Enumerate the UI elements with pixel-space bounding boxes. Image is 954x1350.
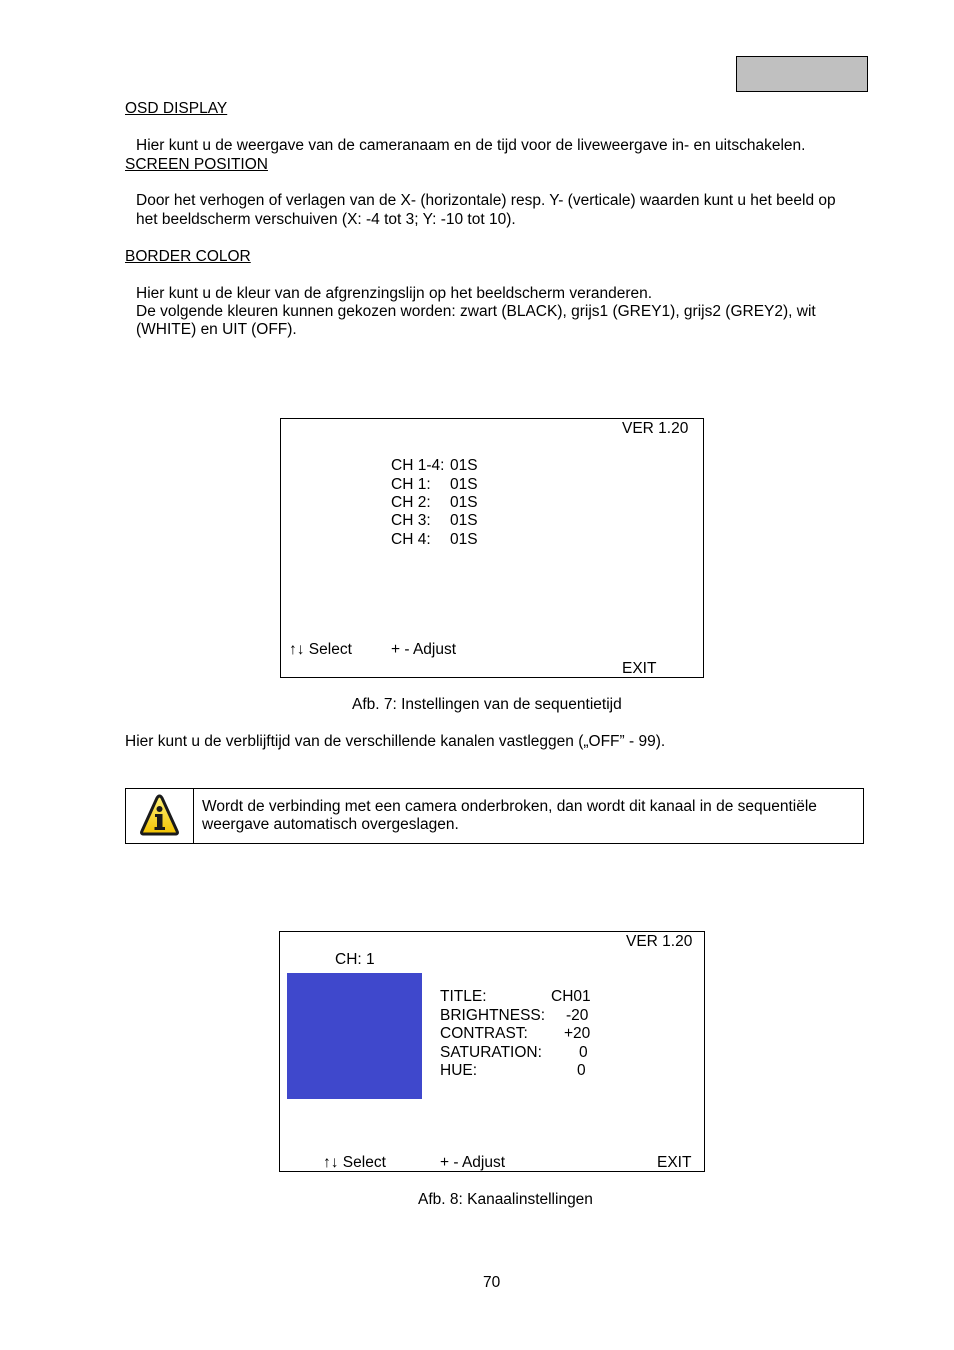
osd2-row-label: BRIGHTNESS:	[440, 1007, 546, 1024]
osd2-select-hint: ↑↓ Select	[323, 1154, 386, 1171]
osd-sequence-screen	[280, 418, 704, 678]
heading-screen-position: SCREEN POSITION	[125, 156, 268, 173]
note-line-1: Wordt de verbinding met een camera onderbroken, dan wordt dit kanaal in de sequentiële	[202, 798, 817, 815]
osd1-row-value: 01S	[450, 531, 478, 548]
caption-figure-8: Afb. 8: Kanaalinstellingen	[418, 1191, 593, 1208]
osd2-row-value: +20	[564, 1025, 591, 1042]
osd1-row-value: 01S	[450, 457, 478, 474]
header-gray-box	[736, 56, 868, 92]
osd1-row-label: CH 1:	[391, 476, 431, 493]
caption-figure-7: Afb. 7: Instellingen van de sequentietijd	[352, 696, 622, 713]
osd2-exit: EXIT	[657, 1154, 692, 1171]
osd2-channel-label: CH: 1	[335, 951, 375, 968]
note-box	[125, 788, 864, 844]
osd1-row-label: CH 4:	[391, 531, 431, 548]
note-icon-cell	[126, 789, 194, 843]
dwell-time-text: Hier kunt u de verblijftijd van de verschillende kanalen vastleggen („OFF” - 99).	[125, 733, 666, 750]
osd1-exit: EXIT	[622, 660, 657, 677]
screen-position-line-1: Door het verhogen of verlagen van de X- (horizontale) resp. Y- (verticale) waarden kunt u het beeld op	[136, 192, 836, 209]
heading-osd-display: OSD DISPLAY	[125, 100, 228, 117]
osd1-row-value: 01S	[450, 476, 478, 493]
osd2-row-label: SATURATION:	[440, 1044, 542, 1061]
osd1-select-hint: ↑↓ Select	[289, 641, 352, 658]
osd1-adjust-hint: + - Adjust	[391, 641, 457, 658]
osd2-row-label: CONTRAST:	[440, 1025, 528, 1042]
osd2-adjust-hint: + - Adjust	[440, 1154, 506, 1171]
osd-channel-screen	[279, 931, 705, 1172]
osd2-row-label: HUE:	[440, 1062, 478, 1079]
heading-border-color: BORDER COLOR	[125, 248, 251, 265]
page-number: 70	[483, 1274, 501, 1291]
osd2-row-label: TITLE:	[440, 988, 487, 1005]
border-color-line-3: (WHITE) en UIT (OFF).	[136, 321, 297, 338]
osd2-row-value: 0	[579, 1044, 588, 1061]
osd1-row-value: 01S	[450, 494, 478, 511]
osd1-row-label: CH 2:	[391, 494, 431, 511]
osd1-row-label: CH 1-4:	[391, 457, 445, 474]
osd-display-text: Hier kunt u de weergave van de cameranaam en de tijd voor de liveweergave in- en uitschakelen.	[136, 137, 806, 154]
osd2-row-value: CH01	[551, 988, 591, 1005]
border-color-line-2: De volgende kleuren kunnen gekozen worden: zwart (BLACK), grijs1 (GREY1), grijs2 (GREY2), wit	[136, 303, 816, 320]
osd1-row-label: CH 3:	[391, 512, 431, 529]
osd1-row-value: 01S	[450, 512, 478, 529]
osd1-version: VER 1.20	[622, 420, 689, 437]
osd2-row-value: 0	[577, 1062, 586, 1079]
osd2-row-value: -20	[566, 1007, 589, 1024]
note-text	[202, 798, 817, 834]
screen-position-line-2: het beeldscherm verschuiven (X: -4 tot 3; Y: -10 tot 10).	[136, 211, 516, 228]
osd2-version: VER 1.20	[626, 933, 693, 950]
border-color-line-1: Hier kunt u de kleur van de afgrenzingslijn op het beeldscherm veranderen.	[136, 285, 653, 302]
warning-info-icon	[126, 789, 193, 843]
camera-preview	[287, 973, 422, 1099]
note-line-2: weergave automatisch overgeslagen.	[202, 816, 459, 833]
